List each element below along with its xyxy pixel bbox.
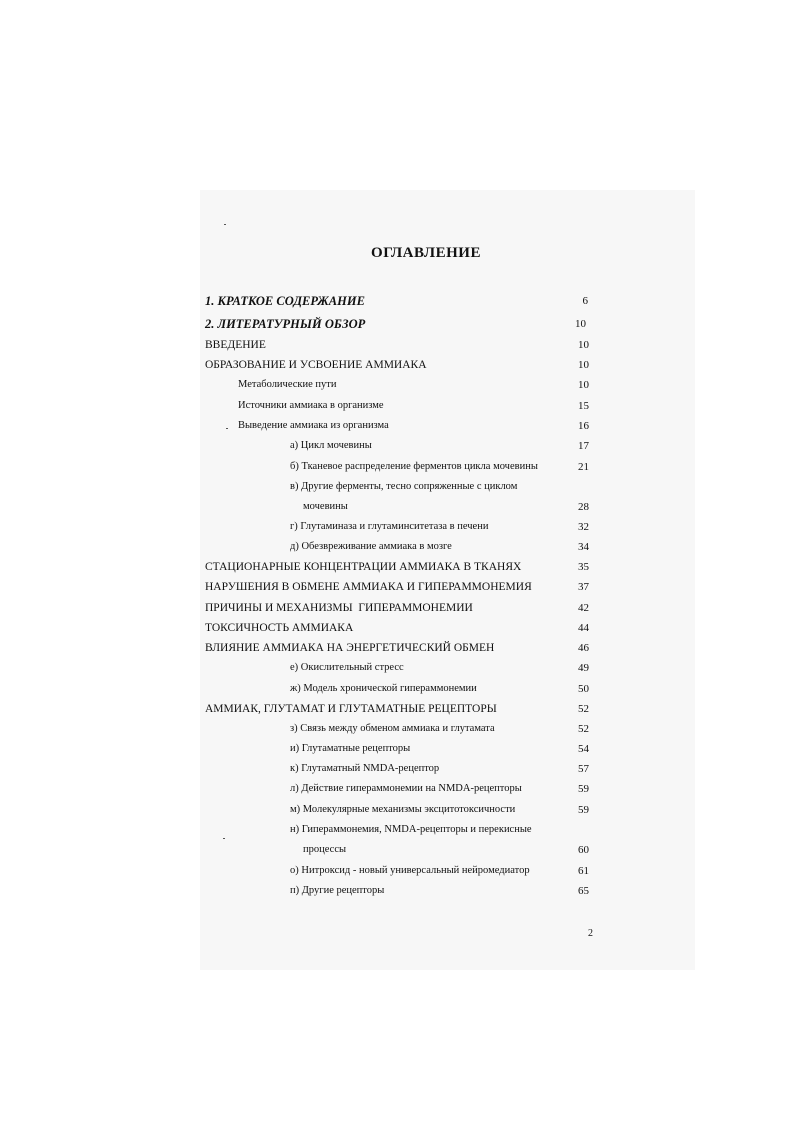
toc-entry-text: п) Другие рецепторы: [290, 885, 385, 896]
toc-entry-page: 10: [578, 339, 589, 351]
toc-entry-page: 60: [578, 844, 589, 856]
toc-entry-page: 6: [582, 295, 588, 307]
toc-entry-page: 28: [578, 501, 589, 513]
toc-entry-text: б) Тканевое распределение ферментов цикла мочевины: [290, 461, 538, 472]
toc-entry-text: 2. ЛИТЕРАТУРНЫЙ ОБЗОР: [205, 317, 366, 331]
toc-entry-page: 52: [578, 723, 589, 735]
toc-entry-text: ТОКСИЧНОСТЬ АММИАКА: [205, 622, 354, 634]
toc-entry-page: 15: [578, 400, 589, 412]
toc-entry-page: 10: [575, 318, 586, 330]
toc-entry-text: г) Глутаминаза и глутаминситетаза в печени: [290, 521, 489, 532]
toc-entry-text: з) Связь между обменом аммиака и глутамата: [290, 723, 495, 734]
scan-speck: [226, 428, 228, 429]
toc-entry-page: 44: [578, 622, 589, 634]
toc-entry-page: 54: [578, 743, 589, 755]
toc-entry-page: 17: [578, 440, 589, 452]
toc-entry-text: в) Другие ферменты, тесно сопряженные с циклом: [290, 481, 518, 492]
toc-entry-text: к) Глутаматный NMDA-рецептор: [290, 763, 440, 774]
toc-entry-page: 34: [578, 541, 589, 553]
toc-entry-page: 65: [578, 885, 589, 897]
toc-entry-page: 59: [578, 783, 589, 795]
toc-entry-page: 57: [578, 763, 589, 775]
toc-entry-page: 10: [578, 379, 589, 391]
toc-entry-page: 52: [578, 703, 589, 715]
toc-entry-text: д) Обезвреживание аммиака в мозге: [290, 541, 452, 552]
toc-entry-page: 35: [578, 561, 589, 573]
toc-entry-text: ПРИЧИНЫ И МЕХАНИЗМЫ ГИПЕРАММОНЕМИИ: [205, 602, 473, 614]
toc-entry-page: 37: [578, 581, 589, 593]
toc-entry-text: АММИАК, ГЛУТАМАТ И ГЛУТАМАТНЫЕ РЕЦЕПТОРЫ: [205, 703, 497, 715]
toc-entry-text: процессы: [303, 844, 347, 855]
scan-speck: [223, 838, 225, 839]
toc-entry-page: 21: [578, 461, 589, 473]
toc-entry-text: ВВЕДЕНИЕ: [205, 339, 266, 351]
toc-entry-text: 1. КРАТКОЕ СОДЕРЖАНИЕ: [205, 294, 365, 308]
toc-entry-page: 10: [578, 359, 589, 371]
toc-entry-text: Метаболические пути: [238, 379, 337, 390]
toc-entry-text: ж) Модель хронической гипераммонемии: [290, 683, 477, 694]
toc-entry-text: СТАЦИОНАРНЫЕ КОНЦЕНТРАЦИИ АММИАКА В ТКАНЯХ: [205, 561, 522, 573]
toc-entry-text: м) Молекулярные механизмы эксцитотоксичности: [290, 804, 516, 815]
toc-entry-page: 49: [578, 662, 589, 674]
toc-entry-page: 42: [578, 602, 589, 614]
toc-entry-text: а) Цикл мочевины: [290, 440, 372, 451]
toc-entry-text: НАРУШЕНИЯ В ОБМЕНЕ АММИАКА И ГИПЕРАММОНЕМИЯ: [205, 581, 532, 593]
toc-entry-page: 32: [578, 521, 589, 533]
toc-entry-text: ВЛИЯНИЕ АММИАКА НА ЭНЕРГЕТИЧЕСКИЙ ОБМЕН: [205, 642, 495, 654]
page-number: 2: [588, 928, 593, 939]
toc-entry-text: Выведение аммиака из организма: [238, 420, 389, 431]
toc-entry-page: 46: [578, 642, 589, 654]
toc-entry-text: ОБРАЗОВАНИЕ И УСВОЕНИЕ АММИАКА: [205, 359, 427, 371]
toc-entry-text: н) Гипераммонемия, NMDA-рецепторы и перекисные: [290, 824, 532, 835]
toc-entry-text: о) Нитроксид - новый универсальный нейромедиатор: [290, 865, 530, 876]
toc-entry-text: мочевины: [303, 501, 348, 512]
toc-title: ОГЛАВЛЕНИЕ: [371, 245, 481, 261]
toc-entry-page: 50: [578, 683, 589, 695]
toc-entry-text: Источники аммиака в организме: [238, 400, 384, 411]
toc-entry-page: 16: [578, 420, 589, 432]
toc-entry-text: л) Действие гипераммонемии на NMDA-рецепторы: [290, 783, 522, 794]
toc-entry-text: и) Глутаматные рецепторы: [290, 743, 411, 754]
toc-entry-page: 59: [578, 804, 589, 816]
toc-entry-text: е) Окислительный стресс: [290, 662, 404, 673]
toc-entry-page: 61: [578, 865, 589, 877]
scan-speck: [224, 224, 226, 225]
